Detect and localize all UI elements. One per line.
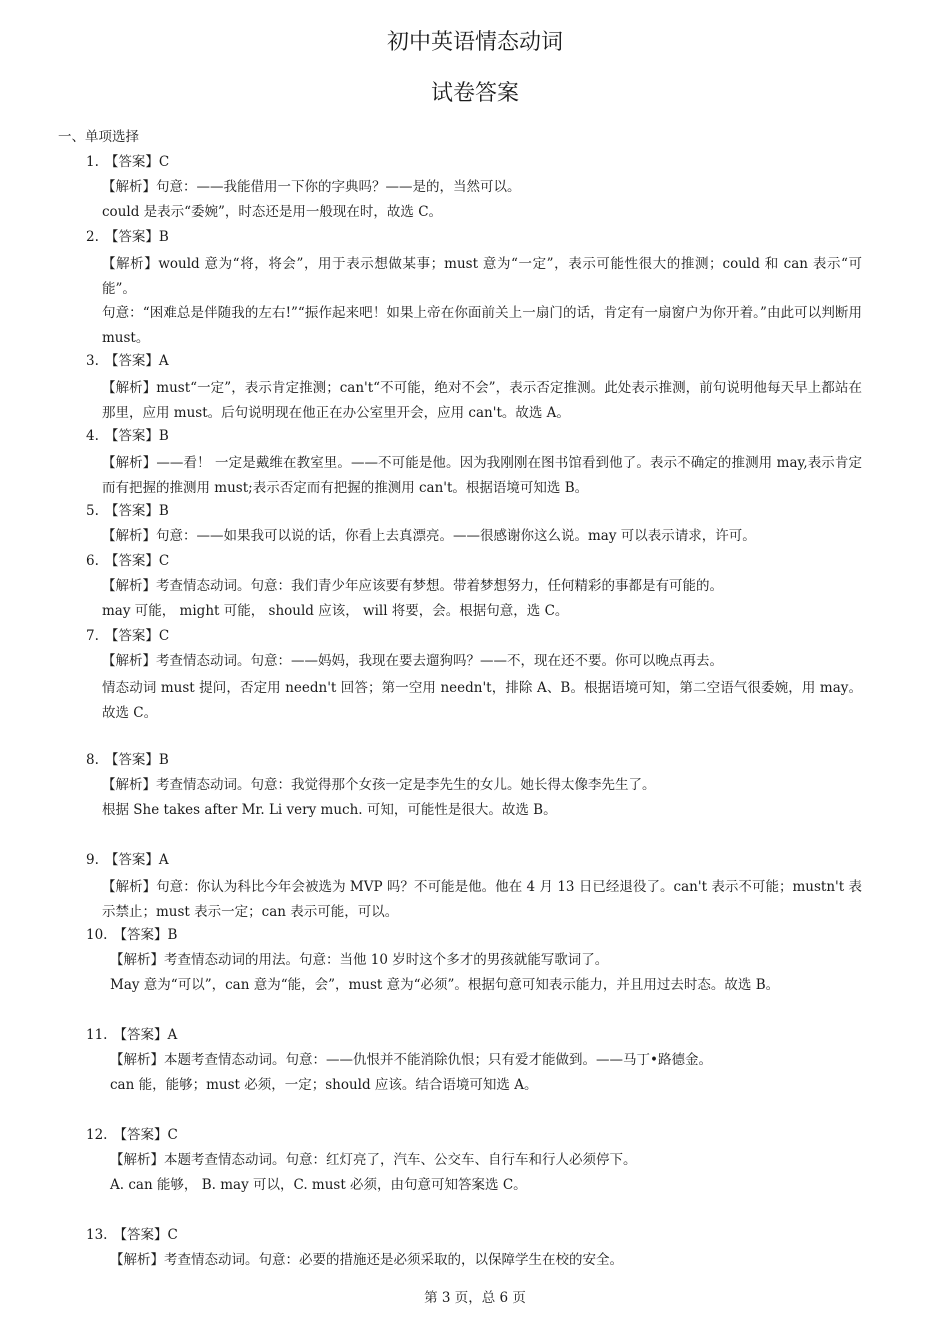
analysis-9-line-1: 【解析】句意：你认为科比今年会被选为 MVP 吗？不可能是他。他在 4 月 13 日已经退役了。can't 表示不可能；mustn't 表示禁止；must 表示一定；can 表示可能，可以。 [102, 879, 862, 920]
section-heading: 一、单项选择 [58, 129, 139, 145]
analysis-10-line-1: 【解析】考查情态动词的用法。句意：当他 10 岁时这个多才的男孩就能写歌词了。 [110, 952, 609, 968]
analysis-11-line-1: 【解析】本题考查情态动词。句意：——仇恨并不能消除仇恨；只有爱才能做到。——马丁•路德金。 [110, 1052, 712, 1068]
analysis-2-line-2: 句意：“困难总是伴随我的左右!”“振作起来吧！如果上帝在你面前关上一扇门的话，肯定有一扇窗户为你开着。”由此可以判断用 must。 [102, 305, 862, 346]
answer-11: 11. 【答案】A [86, 1027, 178, 1043]
answer-10: 10. 【答案】B [86, 927, 178, 943]
answer-4: 4. 【答案】B [86, 428, 169, 444]
answer-12: 12. 【答案】C [86, 1127, 178, 1143]
answer-8: 8. 【答案】B [86, 752, 169, 768]
answer-1: 1. 【答案】C [86, 154, 170, 170]
analysis-10-line-2: May 意为“可以”，can 意为“能，会”，must 意为“必须”。根据句意可知表示能力，并且用过去时态。故选 B。 [110, 977, 780, 993]
analysis-6-line-1: 【解析】考查情态动词。句意：我们青少年应该要有梦想。带着梦想努力，任何精彩的事都是有可能的。 [102, 578, 723, 594]
analysis-4-line-1: 【解析】——看！ 一定是戴维在教室里。——不可能是他。因为我刚刚在图书馆看到他了。表示不确定的推测用 may,表示肯定而有把握的推测用 must;表示否定而有把握的推测用 can't。根据语境可知选 B。 [102, 455, 862, 496]
analysis-3-line-1: 【解析】must“一定”，表示肯定推测；can't“不可能，绝对不会”，表示否定推测。此处表示推测，前句说明他每天早上都站在那里，应用 must。后句说明现在他正在办公室里开会，应用 can't。故选 A。 [102, 380, 862, 421]
analysis-7-line-2: 情态动词 must 提问，否定用 needn't 回答；第一空用 needn't，排除 A、B。根据语境可知，第二空语气很委婉，用 may。故选 C。 [102, 680, 862, 721]
analysis-11-line-2: can 能，能够；must 必须，一定；should 应该。结合语境可知选 A。 [110, 1077, 538, 1093]
analysis-12-line-1: 【解析】本题考查情态动词。句意：红灯亮了，汽车、公交车、自行车和行人必须停下。 [110, 1152, 637, 1168]
analysis-12-line-2: A. can 能够， B. may 可以，C. must 必须，由句意可知答案选 C。 [110, 1177, 527, 1193]
answer-9: 9. 【答案】A [86, 852, 169, 868]
answer-3: 3. 【答案】A [86, 353, 169, 369]
analysis-1-line-2: could 是表示“委婉”，时态还是用一般现在时，故选 C。 [102, 204, 443, 220]
page-subtitle: 试卷答案 [430, 81, 519, 106]
analysis-13-line-1: 【解析】考查情态动词。句意：必要的措施还是必须采取的，以保障学生在校的安全。 [110, 1252, 623, 1268]
analysis-8-line-2: 根据 She takes after Mr. Li very much. 可知，可能性是很大。故选 B。 [102, 802, 557, 818]
analysis-5-line-1: 【解析】句意：——如果我可以说的话，你看上去真漂亮。——很感谢你这么说。may 可以表示请求，许可。 [102, 528, 756, 544]
answer-6: 6. 【答案】C [86, 553, 170, 569]
page-footer: 第 3 页，总 6 页 [424, 1290, 526, 1306]
analysis-7-line-1: 【解析】考查情态动词。句意：——妈妈，我现在要去遛狗吗？——不，现在还不要。你可以晚点再去。 [102, 653, 723, 669]
analysis-6-line-2: may 可能， might 可能， should 应该， will 将要，会。根据句意，选 C。 [102, 603, 569, 619]
analysis-1-line-1: 【解析】句意：——我能借用一下你的字典吗？——是的，当然可以。 [102, 179, 521, 195]
page-title: 初中英语情态动词 [386, 30, 563, 55]
answer-5: 5. 【答案】B [86, 503, 169, 519]
answer-7: 7. 【答案】C [86, 628, 170, 644]
analysis-2-line-1: 【解析】would 意为“将，将会”，用于表示想做某事；must 意为“一定”，表示可能性很大的推测；could 和 can 表示“可能”。 [102, 256, 862, 297]
analysis-8-line-1: 【解析】考查情态动词。句意：我觉得那个女孩一定是李先生的女儿。她长得太像李先生了。 [102, 777, 656, 793]
answer-2: 2. 【答案】B [86, 229, 169, 245]
answer-13: 13. 【答案】C [86, 1227, 178, 1243]
